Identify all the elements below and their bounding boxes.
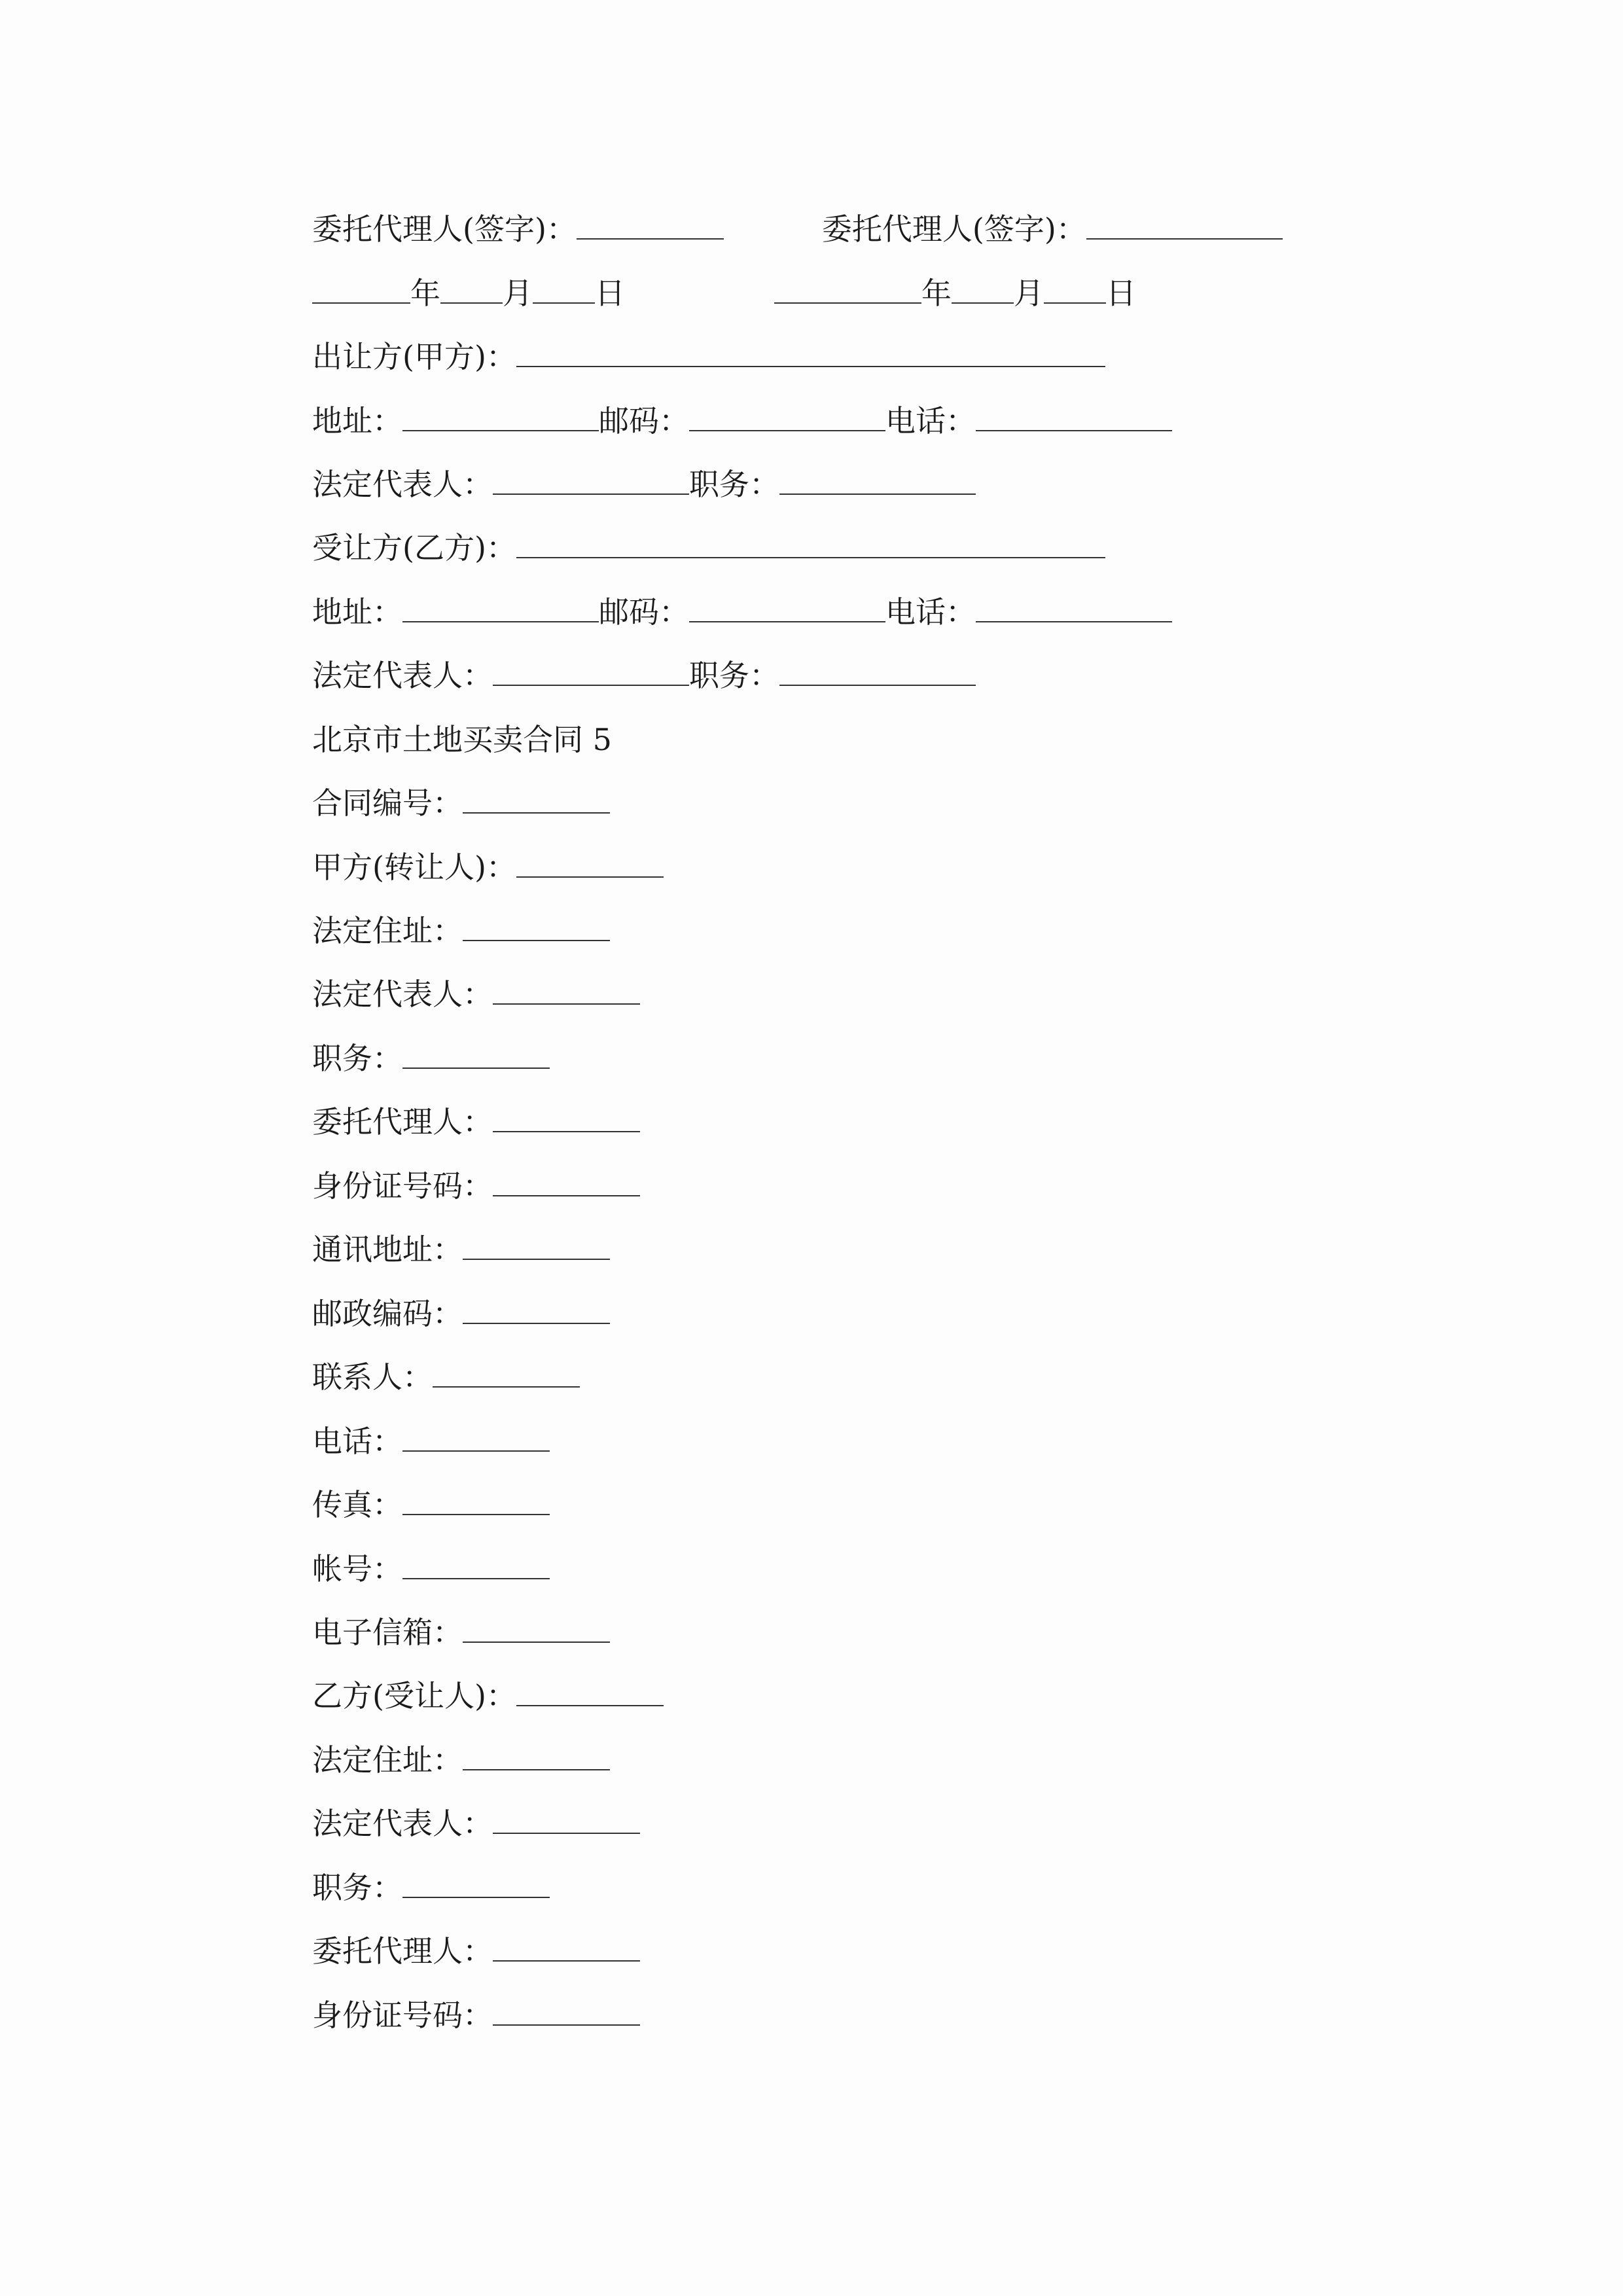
a-account-label: 帐号： [312, 1551, 402, 1587]
party-a-phone-blank[interactable] [976, 403, 1172, 431]
b-id-no-row [312, 1989, 640, 2041]
party-a-address-label: 地址： [312, 403, 402, 439]
party-a-postcode-label: 邮码： [599, 403, 689, 439]
contract-no-label: 合同编号： [312, 785, 463, 821]
b-id-no-label: 身份证号码： [312, 1998, 493, 2033]
a-legal-rep-blank[interactable] [493, 976, 640, 1005]
right-agent-signature-blank[interactable] [1086, 211, 1283, 240]
party-a-position-label: 职务： [689, 467, 779, 502]
right-year-blank[interactable] [774, 275, 921, 304]
a-phone-blank[interactable] [402, 1423, 550, 1452]
transferee-row [312, 1670, 664, 1722]
party-a-rep-row [312, 458, 976, 511]
transferor-blank[interactable] [516, 849, 664, 878]
contract-no-row [312, 777, 610, 829]
left-agent-signature-blank[interactable] [577, 211, 724, 240]
a-account-row [312, 1543, 550, 1595]
party-a-name-blank[interactable] [516, 338, 1105, 367]
a-zip-row [312, 1287, 610, 1340]
a-legal-address-blank[interactable] [463, 912, 610, 941]
contract-heading-row [312, 713, 612, 766]
date-row [312, 267, 1136, 319]
party-a-title-row [312, 331, 1105, 383]
a-agent-blank[interactable] [493, 1103, 640, 1132]
party-b-legal-rep-blank[interactable] [493, 657, 689, 686]
a-id-no-row [312, 1160, 640, 1212]
a-email-blank[interactable] [463, 1614, 610, 1643]
a-zip-blank[interactable] [463, 1295, 610, 1324]
party-b-postcode-blank[interactable] [689, 594, 885, 622]
b-position-blank[interactable] [402, 1869, 550, 1898]
left-agent-signature-label: 委托代理人(签字)： [312, 211, 577, 247]
party-b-title-row [312, 522, 1105, 574]
a-zip-label: 邮政编码： [312, 1296, 463, 1331]
party-b-address-blank[interactable] [402, 594, 599, 622]
party-b-contact-row [312, 586, 1172, 638]
b-legal-address-blank[interactable] [463, 1742, 610, 1770]
party-b-address-label: 地址： [312, 594, 402, 630]
b-legal-rep-row [312, 1797, 640, 1850]
left-year-blank[interactable] [312, 275, 410, 304]
a-legal-rep-row [312, 968, 640, 1020]
a-position-row [312, 1032, 550, 1085]
a-mail-address-label: 通讯地址： [312, 1232, 463, 1267]
b-legal-rep-label: 法定代表人： [312, 1806, 493, 1841]
contract-no-blank[interactable] [463, 785, 610, 814]
left-month-blank[interactable] [440, 275, 503, 304]
transferee-label: 乙方(受让人)： [312, 1678, 516, 1713]
b-agent-row [312, 1925, 640, 1977]
party-a-title-label: 出让方(甲方)： [312, 339, 516, 374]
contract-heading: 北京市土地买卖合同 5 [312, 722, 612, 757]
party-b-position-blank[interactable] [779, 657, 976, 686]
a-phone-row [312, 1415, 550, 1467]
a-fax-blank[interactable] [402, 1486, 550, 1515]
transferor-label: 甲方(转让人)： [312, 850, 516, 885]
a-legal-address-label: 法定住址： [312, 913, 463, 948]
a-position-label: 职务： [312, 1041, 402, 1076]
b-legal-address-label: 法定住址： [312, 1742, 463, 1778]
b-agent-label: 委托代理人： [312, 1933, 493, 1969]
party-a-phone-label: 电话： [885, 403, 976, 439]
a-agent-label: 委托代理人： [312, 1104, 493, 1139]
party-b-name-blank[interactable] [516, 529, 1105, 558]
left-day-blank[interactable] [533, 275, 595, 304]
party-b-position-label: 职务： [689, 658, 779, 693]
party-b-phone-blank[interactable] [976, 594, 1172, 622]
a-contact-label: 联系人： [312, 1359, 433, 1395]
a-phone-label: 电话： [312, 1424, 402, 1459]
transferor-row [312, 841, 664, 893]
party-a-address-blank[interactable] [402, 403, 599, 431]
a-id-no-label: 身份证号码： [312, 1168, 493, 1204]
party-a-postcode-blank[interactable] [689, 403, 885, 431]
signature-row [312, 203, 1283, 255]
left-year-label: 年 [410, 276, 440, 311]
a-email-label: 电子信箱： [312, 1615, 463, 1650]
party-b-legal-rep-label: 法定代表人： [312, 658, 493, 693]
a-mail-address-blank[interactable] [463, 1231, 610, 1260]
a-fax-row [312, 1479, 550, 1531]
a-legal-rep-label: 法定代表人： [312, 977, 493, 1012]
b-position-label: 职务： [312, 1870, 402, 1905]
party-a-position-blank[interactable] [779, 466, 976, 495]
left-day-label: 日 [595, 276, 625, 311]
right-year-label: 年 [921, 276, 952, 311]
right-day-blank[interactable] [1044, 275, 1106, 304]
party-a-legal-rep-blank[interactable] [493, 466, 689, 495]
b-legal-address-row [312, 1734, 610, 1786]
party-a-contact-row [312, 395, 1172, 447]
left-month-label: 月 [503, 276, 533, 311]
b-legal-rep-blank[interactable] [493, 1805, 640, 1834]
b-agent-blank[interactable] [493, 1933, 640, 1962]
a-agent-row [312, 1096, 640, 1148]
a-legal-address-row [312, 905, 610, 957]
right-month-label: 月 [1014, 276, 1044, 311]
party-b-postcode-label: 邮码： [599, 594, 689, 630]
a-mail-address-row [312, 1223, 610, 1276]
right-agent-signature-label: 委托代理人(签字)： [821, 211, 1086, 247]
transferee-blank[interactable] [516, 1677, 664, 1706]
right-day-label: 日 [1106, 276, 1136, 311]
b-id-no-blank[interactable] [493, 1997, 640, 2026]
a-position-blank[interactable] [402, 1040, 550, 1069]
party-b-rep-row [312, 649, 976, 702]
party-b-title-label: 受让方(乙方)： [312, 530, 516, 565]
b-position-row [312, 1861, 550, 1914]
party-a-legal-rep-label: 法定代表人： [312, 467, 493, 502]
right-month-blank[interactable] [952, 275, 1014, 304]
a-contact-blank[interactable] [433, 1359, 580, 1388]
a-account-blank[interactable] [402, 1551, 550, 1579]
a-email-row [312, 1606, 610, 1659]
a-id-no-blank[interactable] [493, 1168, 640, 1196]
party-b-phone-label: 电话： [885, 594, 976, 630]
a-fax-label: 传真： [312, 1487, 402, 1522]
a-contact-row [312, 1351, 580, 1403]
